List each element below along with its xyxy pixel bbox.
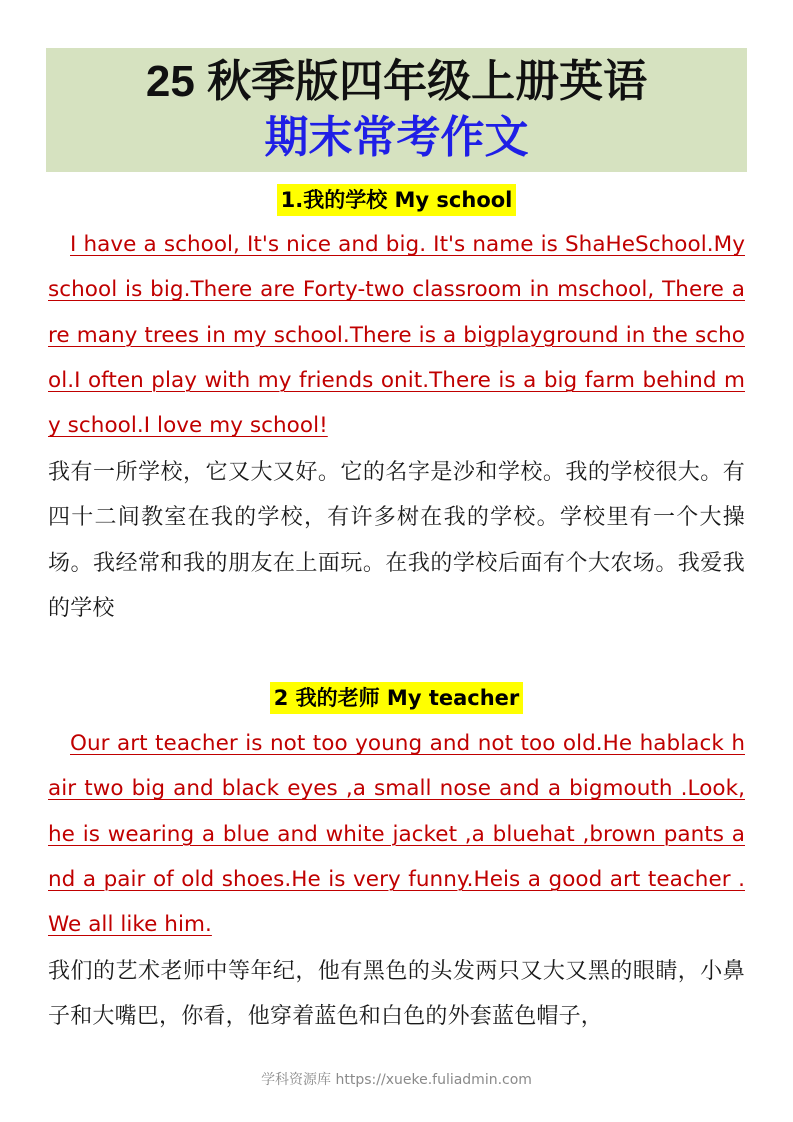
section-heading-label: 1.我的学校 My school: [277, 184, 517, 216]
section-heading-teacher: [0, 681, 793, 715]
footer-watermark: 学科资源库 https://xueke.fuliadmin.com: [261, 1072, 532, 1088]
page-subtitle: 期末常考作文: [264, 113, 529, 162]
section-heading-label: 2 我的老师 My teacher: [270, 682, 524, 714]
page-title: 25 秋季版四年级上册英语: [145, 57, 648, 106]
english-essay-school: I have a school, It's nice and big. It's name is ShaHeSchool.My school is big.There are Forty-two classroom in mschool, There are many trees in my school.There is a bigplayground in the school.I often play with my friends onit.There is a big farm behind my school.I love my school!: [48, 232, 745, 439]
section-heading-school: [0, 183, 793, 217]
title-banner: [46, 48, 747, 172]
chinese-translation-school: 我有一所学校，它又大又好。它的名字是沙和学校。我的学校很大。有四十二间教室在我的学校，有许多树在我的学校。学校里有一个大操场。我经常和我的朋友在上面玩。在我的学校后面有个大农场。我爱我的学校: [48, 460, 745, 621]
chinese-translation-teacher: 我们的艺术老师中等年纪，他有黑色的头发两只又大又黑的眼睛，小鼻子和大嘴巴，你看，他穿着蓝色和白色的外套蓝色帽子，: [48, 959, 745, 1030]
english-essay-teacher: Our art teacher is not too young and not too old.He hablack hair two big and black eyes ,a small nose and a bigmouth .Look, he is wearing a blue and white jacket ,a bluehat ,brown pants and a pair of old shoes.He is very funny.Heis a good art teacher .We all like him.: [48, 731, 745, 938]
